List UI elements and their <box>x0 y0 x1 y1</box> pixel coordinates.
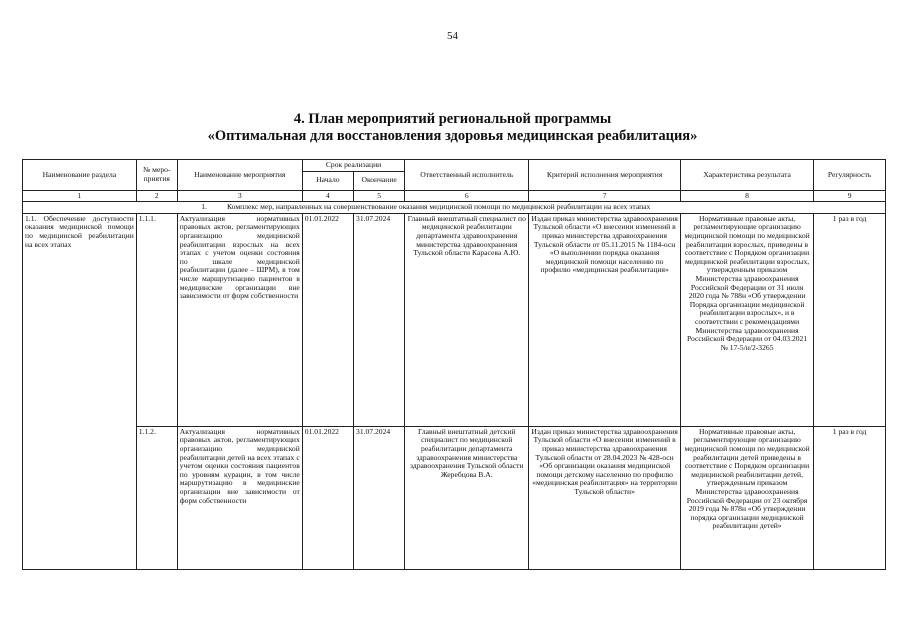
header-executor: Ответственный исполнитель <box>405 160 529 191</box>
event-number: 1.1.2. <box>136 426 177 569</box>
event-start-date: 01.01.2022 <box>302 426 353 569</box>
header-start: Начало <box>302 171 353 190</box>
event-number: 1.1.1. <box>136 213 177 426</box>
header-period: Срок реализации <box>302 160 404 172</box>
column-number: 7 <box>529 190 681 202</box>
subsection-name: 1.1. Обеспечение доступности оказания медицинской помощи по медицинской реабилитации на всех этапах <box>23 213 137 569</box>
column-number: 9 <box>814 190 886 202</box>
event-end-date: 31.07.2024 <box>354 426 405 569</box>
event-executor: Главный внештатный специалист по медицинской реабилитации департамента здравоохранения министерства здравоохранения Тульской области Карасева А.Ю. <box>405 213 529 426</box>
column-number-row <box>23 190 886 202</box>
event-regularity: 1 раз в год <box>814 213 886 426</box>
title-line-1: 4. План мероприятий региональной программы <box>293 111 612 127</box>
event-result: Нормативные правовые акты, регламентирующие организацию медицинской помощи по медицинской реабилитации детей приведены в соответствие с Порядком организации медицинской реабилитации детей, утвержденным приказом Министерства здравоохранения Российской Федерации от 23 октября 2019 года № 878н «Об утверждении порядка организации медицинской реабилитации детей» <box>680 426 813 569</box>
table-row <box>23 213 886 426</box>
column-number: 5 <box>354 190 405 202</box>
event-criterion: Издан приказ министерства здравоохранения Тульской области «О внесении изменений в приказ министерства здравоохранения Тульской области от 28.04.2023 № 428-осн «Об организации оказания медицинской помощи детскому населению по профилю «медицинская реабилитация» на территории Тульской области» <box>529 426 681 569</box>
header-event-name: Наименование мероприятия <box>177 160 302 191</box>
header-regularity: Регулярность <box>814 160 886 191</box>
column-number: 6 <box>405 190 529 202</box>
event-name: Актуализация нормативных правовых актов, регламентирующих организацию медицинской реабилитации детей на всех этапах с учетом оценки состояния пациентов по уровням курации, в том числе маршрутизацию в медицинские организации вне зависимости от форм собственности <box>177 426 302 569</box>
header-end: Окончание <box>354 171 405 190</box>
section-row <box>23 202 886 214</box>
column-number: 4 <box>302 190 353 202</box>
event-executor: Главный внештатный детский специалист по медицинской реабилитации департамента здравоохранения министерства здравоохранения Тульской области Жеребцова В.А. <box>405 426 529 569</box>
column-number: 2 <box>136 190 177 202</box>
page-title <box>0 111 905 145</box>
event-plan-table <box>22 159 886 570</box>
header-result: Характеристика результата <box>680 160 813 191</box>
event-result: Нормативные правовые акты, регламентирующие организацию медицинской помощи по медицинской реабилитации взрослых, приведены в соответствие с Порядком организации медицинской реабилитации взрослых, утвержденным приказом Министерства здравоохранения Российской Федерации от 31 июля 2020 года № 788н «Об утверждении Порядка организации медицинской реабилитации взрослых», и в соответствии с рекомендациями Министерства здравоохранения Российской Федерации от 04.03.2021 № 17-5/и/2-3265 <box>680 213 813 426</box>
header-row <box>23 160 886 172</box>
header-event-no: № меро-приятия <box>136 160 177 191</box>
column-number: 3 <box>177 190 302 202</box>
event-start-date: 01.01.2022 <box>302 213 353 426</box>
table-row <box>23 426 886 569</box>
event-regularity: 1 раз в год <box>814 426 886 569</box>
header-criterion: Критерий исполнения мероприятия <box>529 160 681 191</box>
title-line-2: «Оптимальная для восстановления здоровья медицинская реабилитация» <box>207 128 698 144</box>
section-number: 1. <box>201 202 207 212</box>
column-number: 1 <box>23 190 137 202</box>
section-heading <box>23 202 886 214</box>
section-title: Комплекс мер, направленных на совершенствование оказания медицинской помощи по медицинской реабилитации на всех этапах <box>227 202 651 212</box>
event-end-date: 31.07.2024 <box>354 213 405 426</box>
event-name: Актуализация нормативных правовых актов, регламентирующих организацию медицинской реабилитации взрослых на всех этапах с учетом оценки состояния по шкале медицинской реабилитации (далее – ШРМ), в том числе маршрутизацию пациентов в медицинские организации вне зависимости от форм собственности <box>177 213 302 426</box>
event-criterion: Издан приказ министерства здравоохранения Тульской области «О внесении изменений в приказ министерства здравоохранения Тульской области от 05.11.2015 № 1184-осн «О выполнении порядка оказания медицинской помощи населению по профилю «медицинская реабилитация» <box>529 213 681 426</box>
header-section-name: Наименование раздела <box>23 160 137 191</box>
column-number: 8 <box>680 190 813 202</box>
page-number: 54 <box>447 30 458 42</box>
